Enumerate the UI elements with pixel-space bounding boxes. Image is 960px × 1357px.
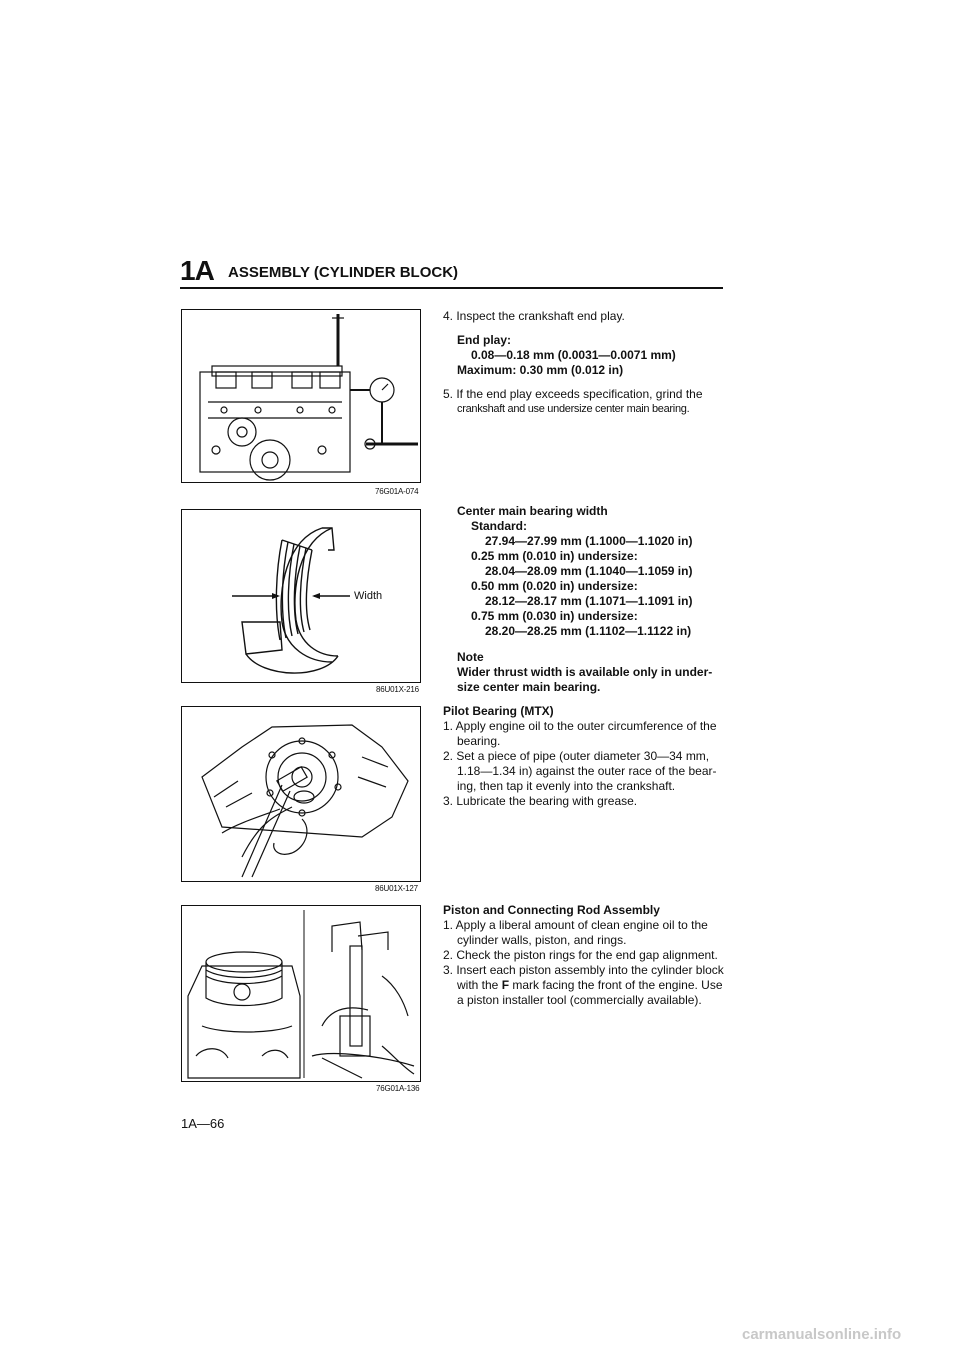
list-item: 1. Apply engine oil to the outer circumference of the bearing. (443, 719, 717, 748)
list-item (443, 963, 728, 1008)
note-line1: Wider thrust width is available only in under- (457, 665, 713, 679)
step-4: 4. Inspect the crankshaft end play. (443, 309, 625, 323)
list-item: 3. Lubricate the bearing with grease. (443, 794, 638, 808)
f-mark: F (501, 978, 510, 992)
undersize-050-value: 28.12—28.17 mm (1.1071—1.1091 in) (485, 594, 693, 608)
bearing-width-heading: Center main bearing width (457, 504, 608, 518)
piston-assembly-steps (443, 918, 728, 1008)
section-number: 1A (180, 255, 214, 286)
page-number: 1A—66 (181, 1116, 225, 1131)
figure-caption: 86U01X-216 (376, 685, 419, 694)
step-3-text-start: 3. Insert each piston assembly into the cylinder block with the (443, 963, 724, 992)
list-item: 1. Apply a liberal amount of clean engine oil to the cylinder walls, piston, and rings. (443, 918, 708, 947)
step-5-line1: 5. If the end play exceeds specification, grind the (443, 387, 703, 401)
figure-caption: 76G01A-136 (376, 1084, 420, 1093)
figure-bearing-width (181, 509, 421, 683)
pilot-bearing-section (443, 704, 728, 809)
piston-assembly-section (443, 903, 728, 1008)
standard-label: Standard: (471, 519, 528, 533)
step-3-text-end: mark facing the front of the engine. Use a piston installer tool (commercially available). (457, 978, 723, 1007)
pilot-bearing-heading: Pilot Bearing (MTX) (443, 704, 554, 718)
main-bearing-illustration (182, 510, 420, 682)
list-item: 2. Check the piston rings for the end gap alignment. (443, 948, 718, 962)
note-label: Note (457, 650, 484, 664)
figure-end-play (181, 309, 421, 483)
end-play-section (443, 309, 728, 417)
end-play-maximum: Maximum: 0.30 mm (0.012 in) (457, 363, 624, 377)
pilot-bearing-steps (443, 719, 728, 809)
undersize-050-label: 0.50 mm (0.020 in) undersize: (471, 579, 638, 593)
figure-piston-install (181, 905, 421, 1082)
figure-pilot-bearing (181, 706, 421, 882)
note-line2: size center main bearing. (457, 680, 601, 694)
undersize-025-label: 0.25 mm (0.010 in) undersize: (471, 549, 638, 563)
list-item: 2. Set a piece of pipe (outer diameter 30—34 mm, 1.18—1.34 in) against the outer race of the bear- ing, then tap it evenly into the crankshaft. (443, 749, 717, 793)
figure-caption: 86U01X-127 (375, 884, 418, 893)
width-label: Width (354, 590, 383, 602)
undersize-075-value: 28.20—28.25 mm (1.1102—1.1122 in) (485, 624, 692, 638)
end-play-value: 0.08—0.18 mm (0.0031—0.0071 mm) (471, 348, 676, 362)
watermark: carmanualsonline.info (742, 1326, 902, 1343)
standard-value: 27.94—27.99 mm (1.1000—1.1020 in) (485, 534, 693, 548)
engine-block-dial-indicator-illustration (182, 310, 420, 482)
section-title: ASSEMBLY (CYLINDER BLOCK) (228, 264, 459, 281)
undersize-025-value: 28.04—28.09 mm (1.1040—1.1059 in) (485, 564, 693, 578)
figure-caption: 76G01A-074 (375, 487, 419, 496)
step-5-line2: crankshaft and use undersize center main bearing. (457, 403, 690, 415)
piston-install-illustration (182, 906, 420, 1081)
piston-assembly-heading: Piston and Connecting Rod Assembly (443, 903, 660, 917)
bearing-width-section (443, 504, 728, 695)
end-play-label: End play: (457, 333, 512, 347)
pilot-bearing-install-illustration (182, 707, 420, 881)
undersize-075-label: 0.75 mm (0.030 in) undersize: (471, 609, 638, 623)
section-header (180, 255, 723, 289)
